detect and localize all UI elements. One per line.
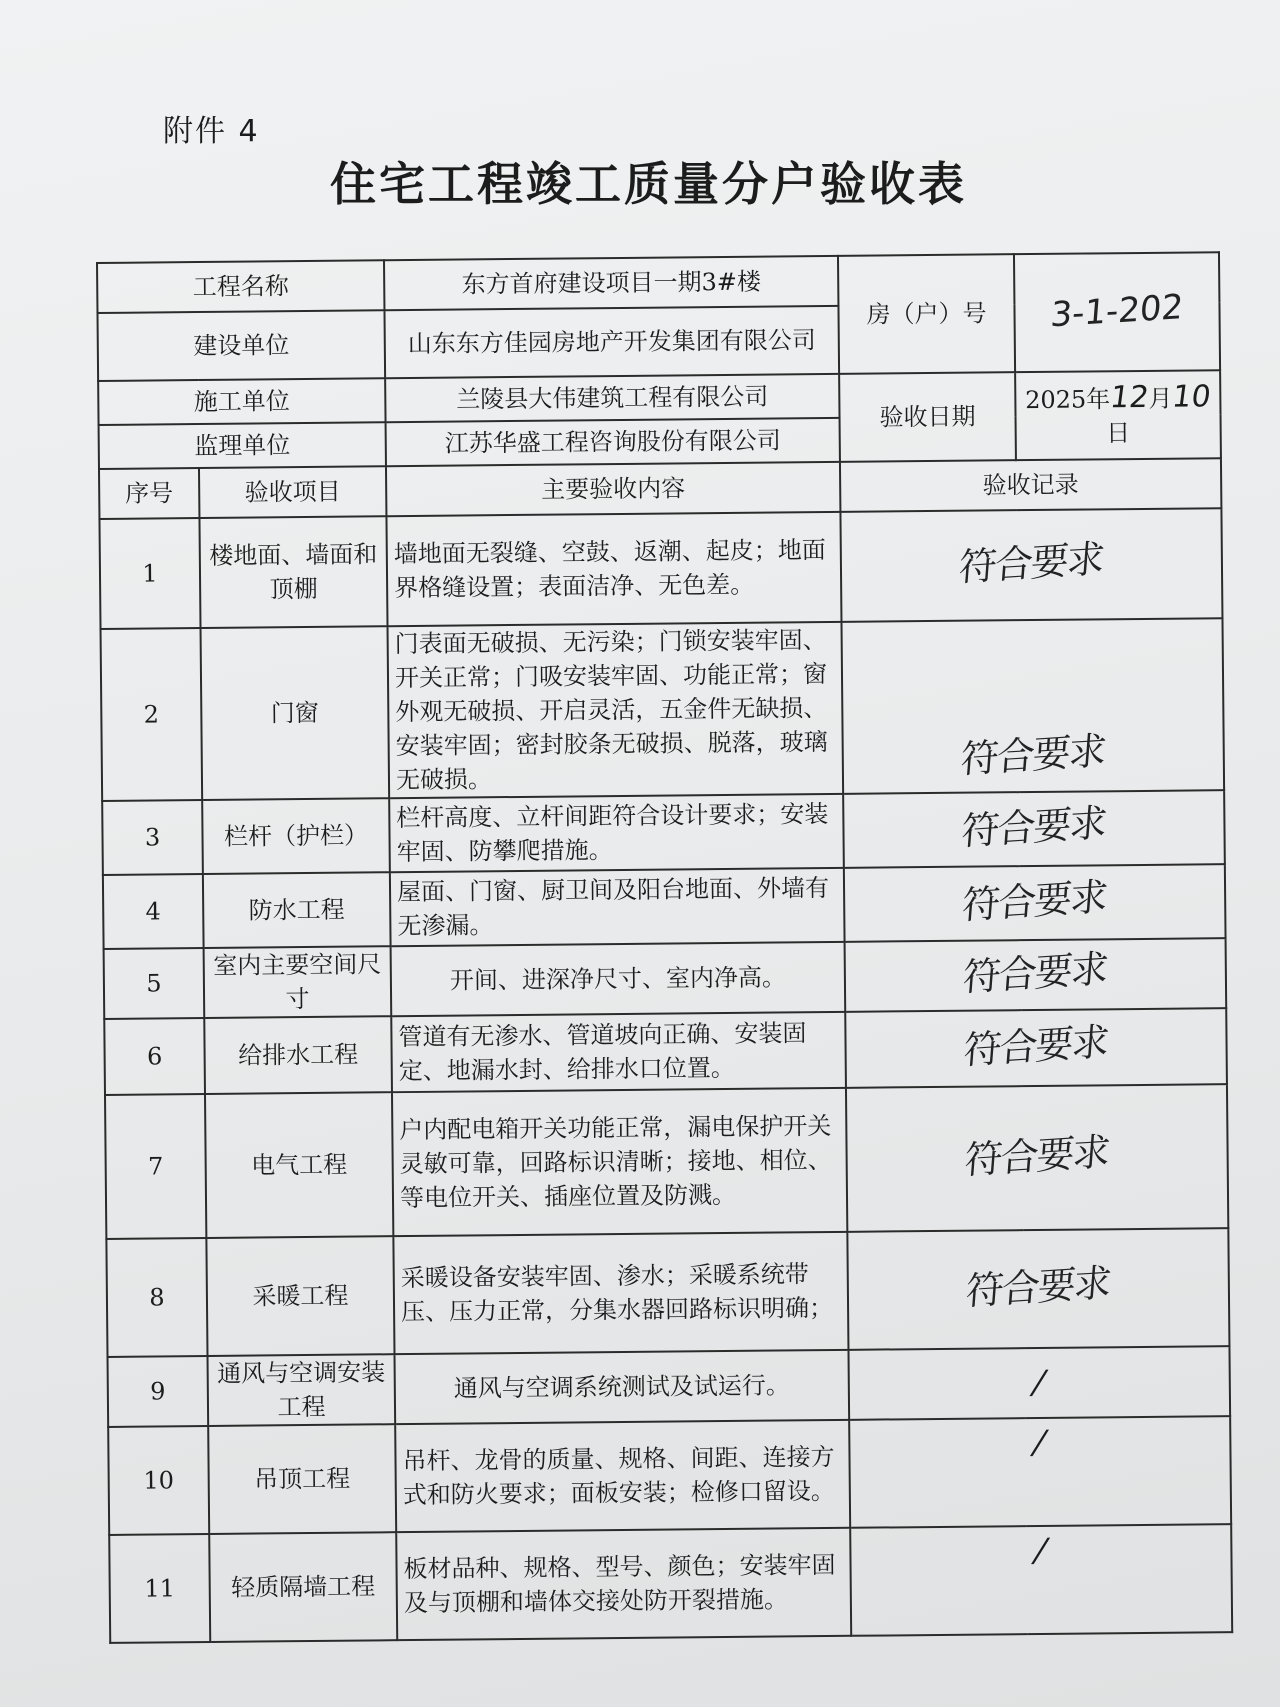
row-no: 2 — [101, 628, 203, 801]
row-no: 9 — [108, 1356, 209, 1427]
row-record — [843, 790, 1225, 868]
row-content: 栏杆高度、立杆间距符合设计要求；安装牢固、防攀爬措施。 — [389, 794, 844, 872]
supervisor-label: 监理单位 — [99, 422, 386, 469]
row-record — [850, 1524, 1232, 1636]
acceptance-table — [96, 251, 1233, 1644]
row-item: 防水工程 — [203, 872, 391, 948]
row-no: 10 — [108, 1426, 209, 1535]
record-handwritten: 符合要求 — [960, 799, 1108, 854]
row-content: 吊杆、龙骨的质量、规格、间距、连接方式和防火要求；面板安装；检修口留设。 — [395, 1420, 850, 1532]
row-item: 给排水工程 — [204, 1016, 392, 1094]
col-header-content: 主要验收内容 — [386, 462, 840, 516]
row-item: 通风与空调安装工程 — [208, 1354, 396, 1426]
col-header-record: 验收记录 — [840, 458, 1221, 512]
record-handwritten: 符合要求 — [961, 873, 1109, 928]
row-no: 5 — [104, 948, 205, 1019]
col-header-item: 验收项目 — [199, 466, 386, 518]
table-row — [108, 1346, 1231, 1427]
builder-value: 山东东方佳园房地产开发集团有限公司 — [384, 306, 839, 378]
room-no-cell — [1014, 252, 1220, 372]
builder-label: 建设单位 — [97, 310, 385, 381]
record-handwritten: 符合要求 — [961, 945, 1109, 1000]
record-handwritten: / — [1028, 1422, 1052, 1462]
table-row — [104, 1008, 1227, 1095]
table-row — [103, 864, 1226, 949]
record-handwritten: 符合要求 — [957, 535, 1106, 590]
room-no-label: 房（户）号 — [838, 254, 1015, 374]
row-item: 室内主要空间尺寸 — [204, 946, 392, 1018]
row-record — [849, 1416, 1231, 1528]
col-header-no: 序号 — [99, 468, 199, 519]
record-handwritten: 符合要求 — [962, 1018, 1110, 1073]
table-row — [101, 618, 1225, 801]
row-record — [840, 508, 1222, 622]
table-row — [99, 508, 1222, 629]
row-no: 1 — [99, 518, 200, 629]
row-content: 管道有无渗水、管道坡向正确、安装固定、地漏水封、给排水口位置。 — [391, 1012, 846, 1092]
row-content: 户内配电箱开关功能正常，漏电保护开关灵敏可靠，回路标识清晰；接地、相位、等电位开关、插座位置及防溅。 — [392, 1088, 847, 1236]
row-item: 门窗 — [201, 626, 390, 800]
row-record — [841, 618, 1224, 794]
row-item: 轻质隔墙工程 — [209, 1532, 397, 1642]
row-no: 7 — [105, 1094, 206, 1239]
table-row — [102, 790, 1225, 875]
row-no: 8 — [106, 1238, 207, 1357]
header-row-project — [97, 252, 1219, 313]
row-no: 4 — [103, 874, 204, 949]
contractor-value: 兰陵县大伟建筑工程有限公司 — [385, 374, 839, 422]
date-label: 验收日期 — [839, 372, 1016, 462]
attachment-label: 附件 4 — [163, 114, 260, 149]
record-handwritten: 符合要求 — [964, 1259, 1112, 1314]
row-record — [847, 1228, 1229, 1350]
date-month-handwritten: 12 — [1107, 379, 1151, 415]
row-content: 板材品种、规格、型号、颜色；安装牢固及与顶棚和墙体交接处防开裂措施。 — [396, 1528, 851, 1640]
contractor-label: 施工单位 — [98, 378, 385, 425]
header-row-contractor — [98, 370, 1220, 425]
row-item: 吊顶工程 — [208, 1424, 396, 1534]
supervisor-value: 江苏华盛工程咨询股份有限公司 — [386, 418, 840, 466]
row-no: 3 — [102, 800, 203, 875]
record-handwritten: 符合要求 — [963, 1128, 1111, 1183]
date-day-handwritten: 10 — [1170, 378, 1213, 415]
row-content: 墙地面无裂缝、空鼓、返潮、起皮；地面界格缝设置；表面洁净、无色差。 — [386, 512, 841, 626]
table-row — [104, 938, 1227, 1019]
project-name-label: 工程名称 — [97, 260, 384, 313]
date-month-unit: 月 — [1148, 384, 1173, 413]
project-name-value: 东方首府建设项目一期3#楼 — [384, 256, 838, 310]
row-item: 楼地面、墙面和顶棚 — [199, 516, 387, 628]
row-no: 11 — [109, 1534, 210, 1643]
row-item: 电气工程 — [205, 1092, 393, 1238]
page-title: 住宅工程竣工质量分户验收表 — [330, 157, 967, 211]
row-record — [845, 938, 1227, 1012]
room-no-handwritten: 3-1-202 — [1049, 286, 1185, 335]
table-row — [109, 1524, 1232, 1643]
row-record — [844, 864, 1226, 942]
record-handwritten: / — [1029, 1530, 1053, 1570]
record-handwritten: / — [1027, 1362, 1051, 1401]
table-row — [108, 1416, 1231, 1535]
row-content: 门表面无破损、无污染；门锁安装牢固、开关正常；门吸安装牢固、功能正常；窗外观无破损、开启灵活，五金件无缺损、 安装牢固；密封胶条无破损、脱落，玻璃无破损。 — [388, 622, 844, 798]
row-no: 6 — [104, 1018, 205, 1095]
row-content: 采暖设备安装牢固、渗水；采暖系统带压、压力正常，分集水器回路标识明确； — [393, 1232, 848, 1354]
date-year: 2025年 — [1024, 384, 1111, 414]
row-item: 采暖工程 — [206, 1236, 394, 1356]
table-row — [105, 1084, 1228, 1239]
row-record — [848, 1346, 1230, 1420]
row-record — [846, 1084, 1228, 1232]
row-content: 通风与空调系统测试及试运行。 — [394, 1350, 849, 1424]
record-handwritten: 符合要求 — [959, 728, 1107, 782]
date-cell — [1015, 370, 1221, 460]
row-content: 屋面、门窗、厨卫间及阳台地面、外墙有无渗漏。 — [390, 868, 845, 946]
row-item: 栏杆（护栏） — [202, 798, 390, 874]
acceptance-form — [96, 251, 1231, 1657]
row-content: 开间、进深净尺寸、室内净高。 — [391, 942, 846, 1016]
row-record — [845, 1008, 1227, 1088]
date-day-unit: 日 — [1106, 418, 1131, 447]
table-row — [106, 1228, 1229, 1357]
